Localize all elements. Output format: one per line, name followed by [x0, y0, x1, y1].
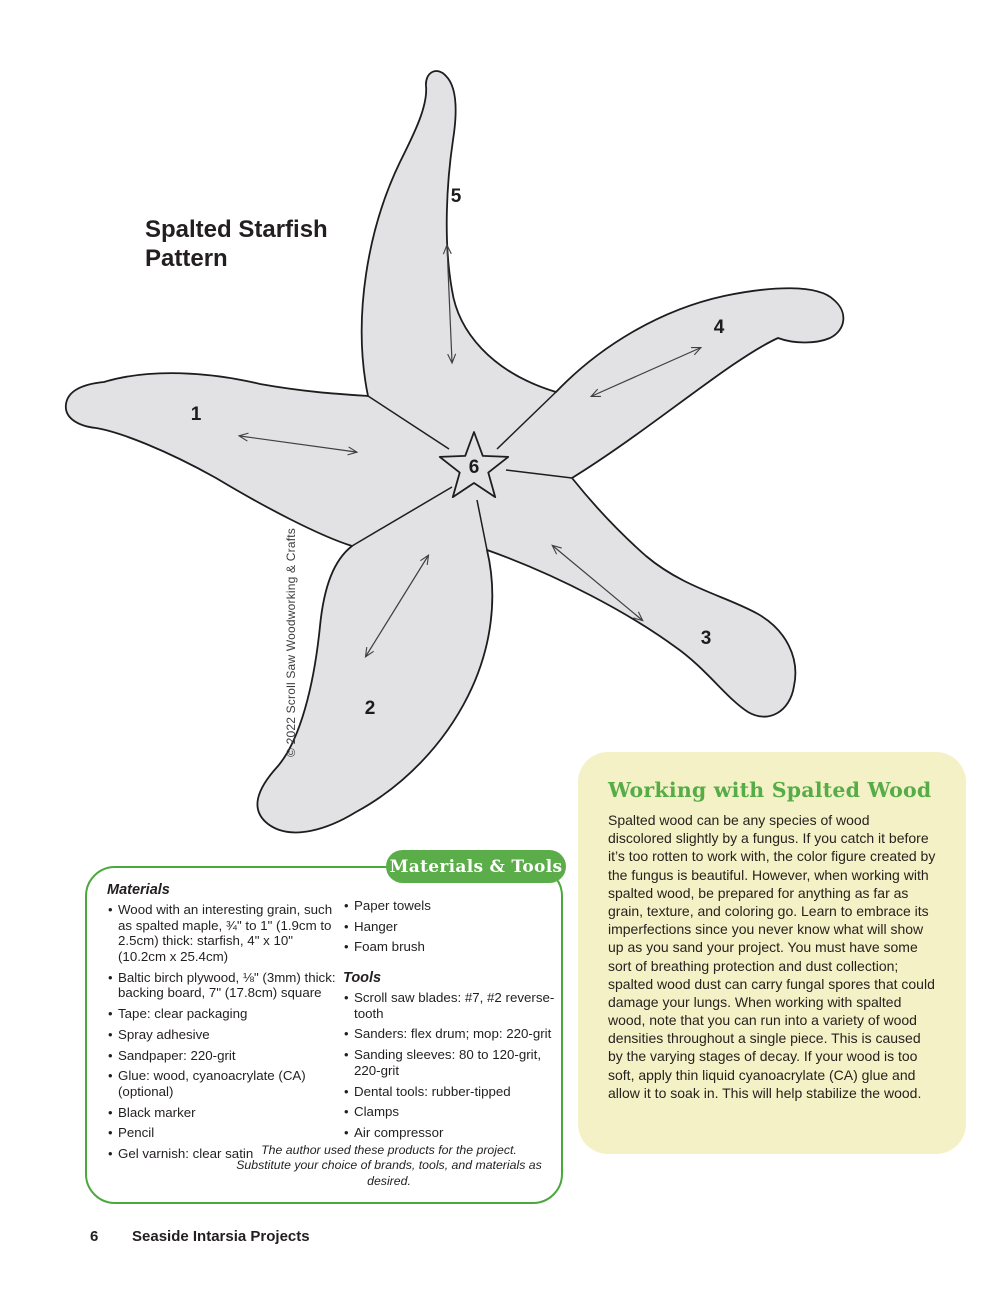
materials-list-item: • Spray adhesive	[107, 1027, 339, 1043]
materials-footnote: The author used these products for the project. Substitute your choice of brands, tools, and materials as desired.	[236, 1142, 542, 1188]
footer-book-title: Seaside Intarsia Projects	[132, 1228, 310, 1245]
materials-tools-box	[85, 866, 563, 1204]
materials-tools-header-pill: Materials & Tools	[386, 850, 566, 883]
page-title: Spalted Starfish Pattern	[145, 216, 328, 273]
materials-list-item: • Tape: clear packaging	[107, 1006, 339, 1022]
materials-list-item: • Sandpaper: 220-grit	[107, 1048, 339, 1064]
materials-list-item: • Baltic birch plywood, ⅛" (3mm) thick: backing board, 7" (17.8cm) square	[107, 970, 339, 1001]
copyright-notice: © 2022 Scroll Saw Woodworking & Crafts	[284, 528, 298, 757]
spalted-wood-sidebar	[578, 752, 966, 1154]
materials-heading: Materials	[107, 882, 170, 898]
supplies-list-item: • Paper towels	[343, 898, 555, 914]
arm-number-5: 5	[450, 186, 462, 207]
materials-list-item: • Black marker	[107, 1105, 339, 1121]
supplies-list-item: • Foam brush	[343, 939, 555, 955]
sidebar-heading: Working with Spalted Wood	[608, 778, 932, 802]
tools-list-item: • Scroll saw blades: #7, #2 reverse-tooth	[343, 990, 555, 1021]
materials-list-item: • Glue: wood, cyanoacrylate (CA) (optional)	[107, 1068, 339, 1099]
materials-column	[107, 882, 339, 1167]
tools-list-item: • Sanders: flex drum; mop: 220-grit	[343, 1026, 555, 1042]
tools-column	[343, 898, 555, 1146]
arm-number-3: 3	[700, 628, 712, 649]
arm-number-4: 4	[713, 317, 725, 338]
center-number-6: 6	[468, 457, 480, 478]
materials-list-item: • Wood with an interesting grain, such as spalted maple, ¾" to 1" (1.9cm to 2.5cm) thick: starfish, 4" x 10" (10.2cm x 25.4cm)	[107, 902, 339, 965]
arm-number-1: 1	[190, 404, 202, 425]
footer-page-number: 6	[90, 1228, 99, 1245]
tools-list-item: • Dental tools: rubber-tipped	[343, 1084, 555, 1100]
materials-list-item: • Gel varnish: clear satin	[107, 1146, 339, 1162]
supplies-list-item: • Hanger	[343, 919, 555, 935]
tools-list-item: • Air compressor	[343, 1125, 555, 1141]
supplies-list	[343, 898, 555, 955]
sidebar-body-text: Spalted wood can be any species of wood discolored slightly by a fungus. If you catch it before it’s too rotten to work with, the color figure created by the fungus is beautiful. However, when working with spalted wood, be prepared for anything as far as grain, texture, and coloring go. Learn to embrace its imperfections since you never know what will show up as you sand your project. You must have some sort of breathing protection and dust collection; spalted wood dust can carry fungal spores that could damage your lungs. When working with spalted wood, note that you can run into a variety of wood densities throughout a single piece. This is caused by the varying stages of decay. If your wood is too soft, apply thin liquid cyanoacrylate (CA) glue and allow it to soak in. This will help stabilize the wood.	[608, 812, 936, 1101]
tools-list	[343, 990, 555, 1141]
tools-list-item: • Clamps	[343, 1104, 555, 1120]
materials-list	[107, 902, 339, 1162]
tools-heading: Tools	[343, 970, 382, 987]
arm-number-2: 2	[364, 698, 376, 719]
tools-list-item: • Sanding sleeves: 80 to 120-grit, 220-grit	[343, 1047, 555, 1078]
materials-list-item: • Pencil	[107, 1125, 339, 1141]
